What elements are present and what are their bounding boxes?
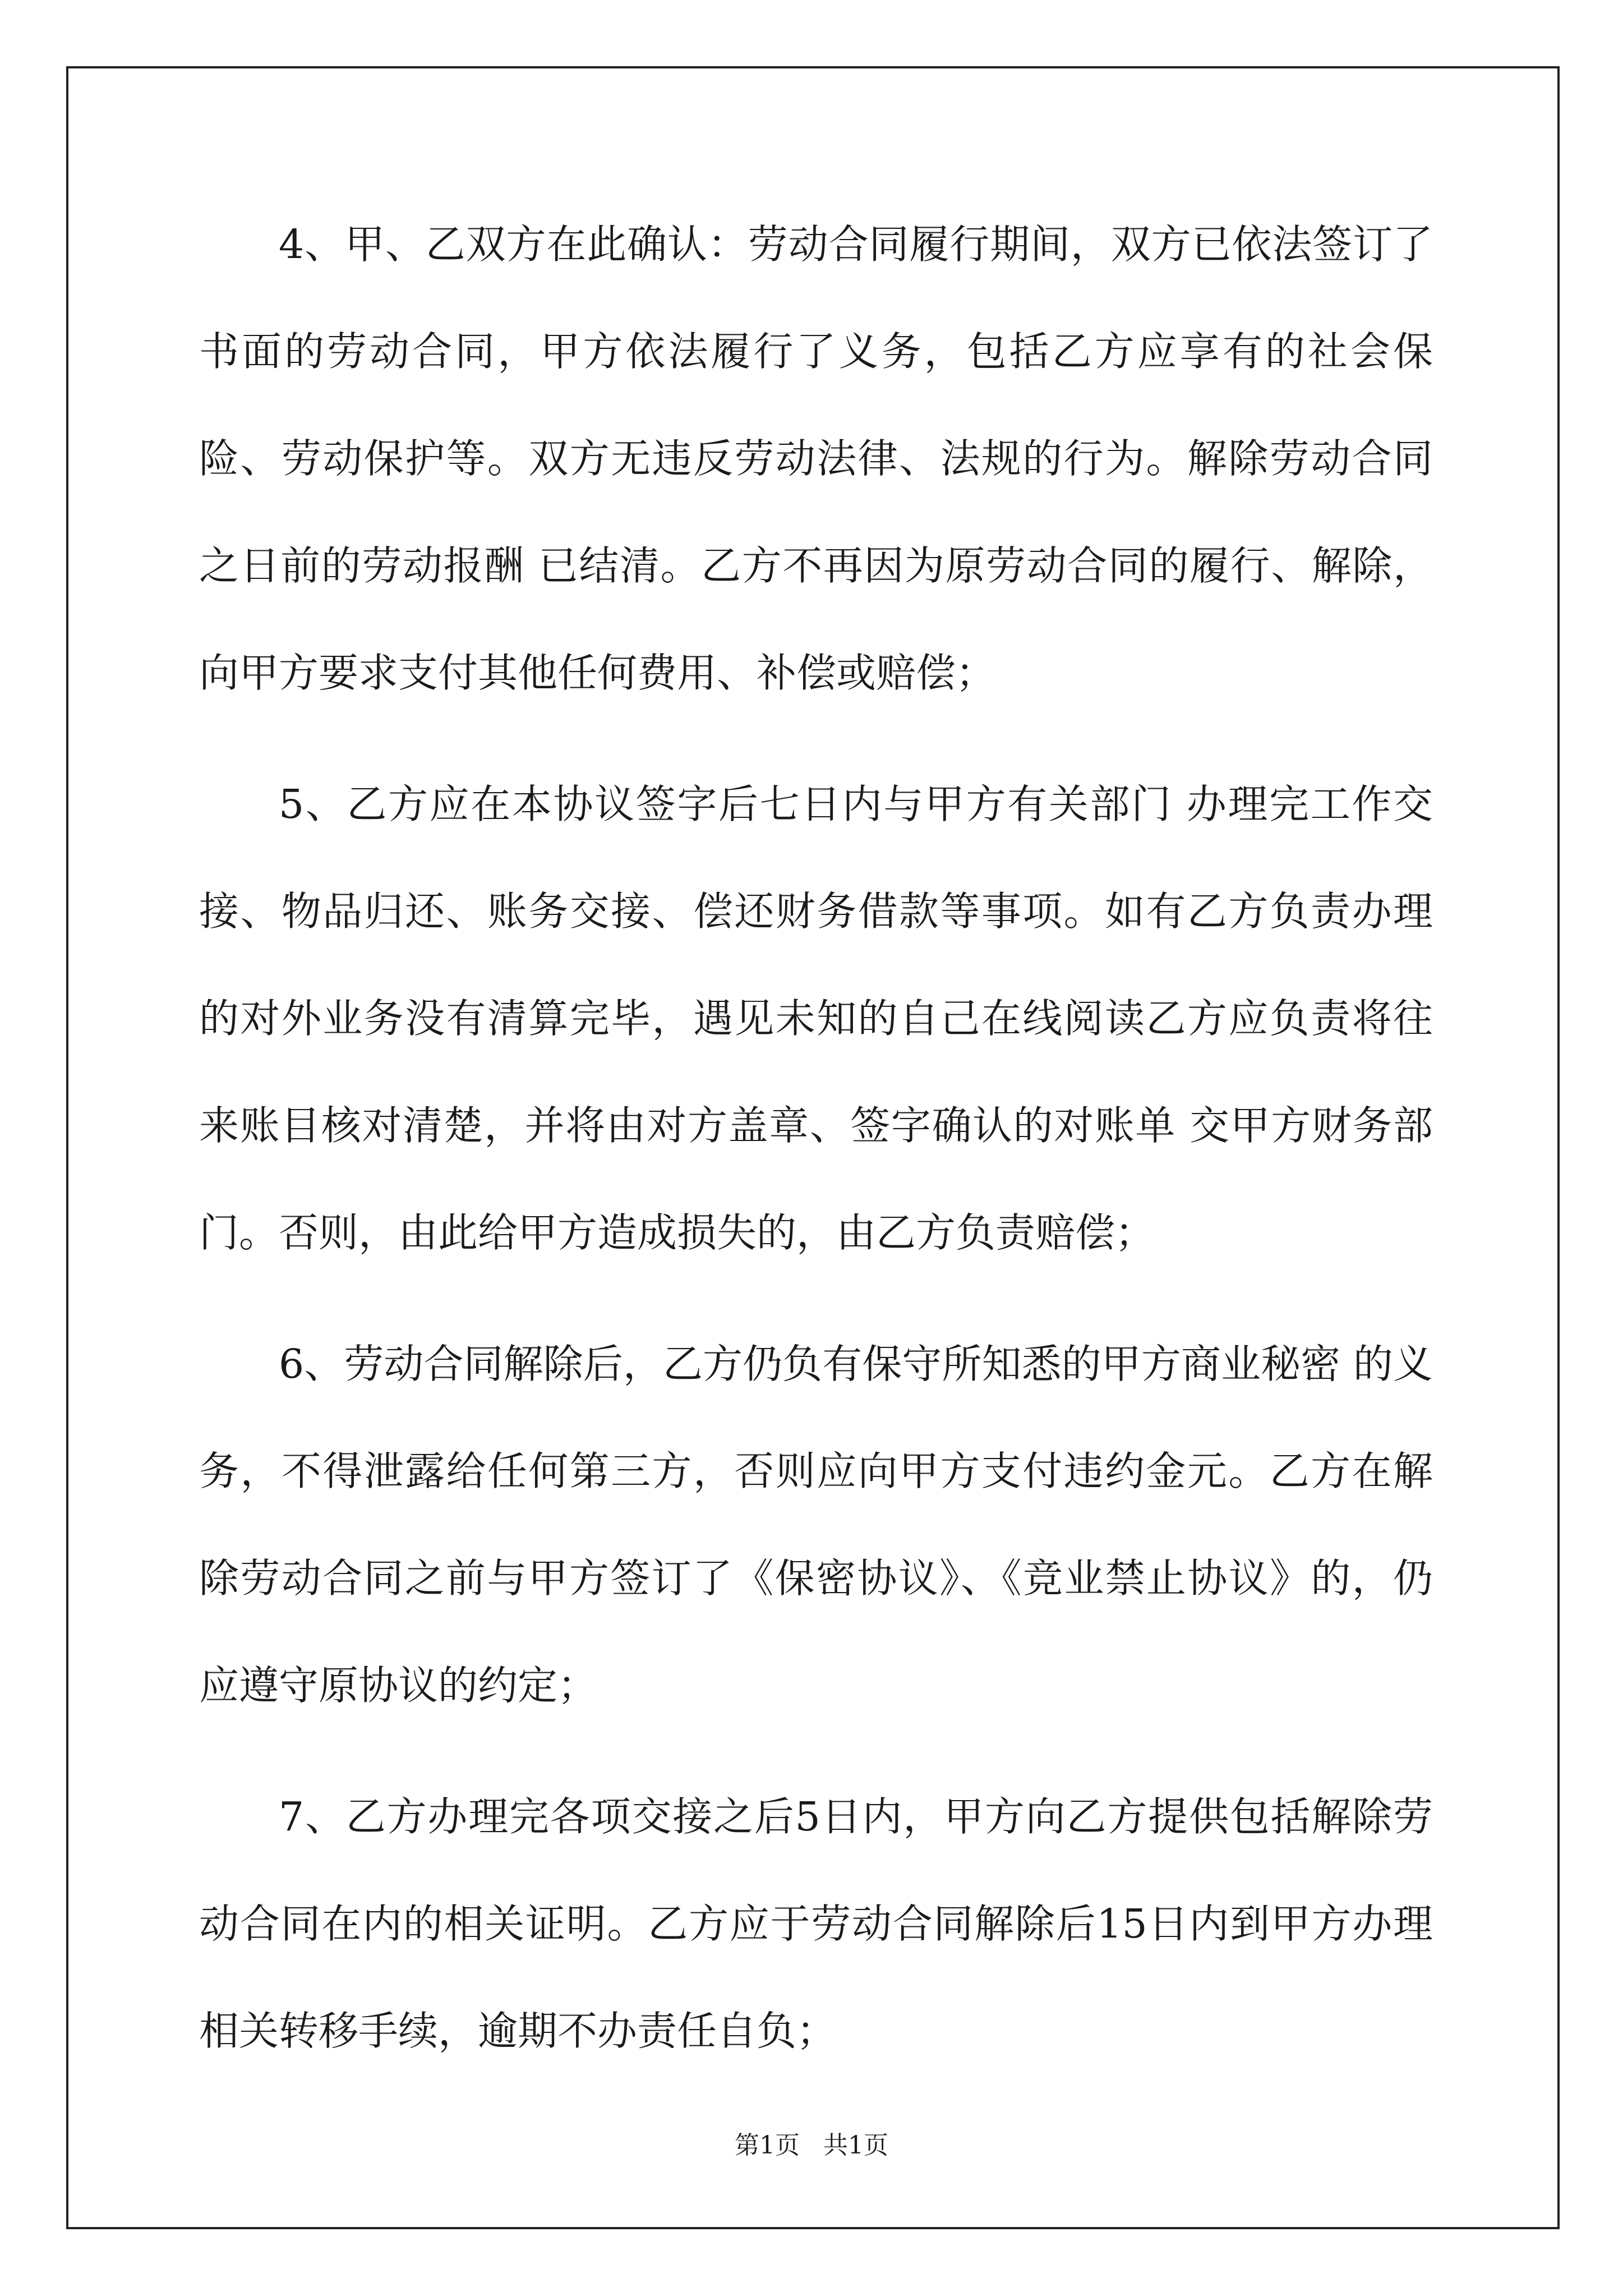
paragraph-4: 4、甲、乙双方在此确认：劳动合同履行期间，双方已依法签订了书面的劳动合同，甲方依法履行了义务，包括乙方应享有的社会保险、劳动保护等。双方无违反劳动法律、法规的行为。解除劳动合同之日前的劳动报酬 已结清。乙方不再因为原劳动合同的履行、解除，向甲方要求支付其他任何费用、补偿或赔偿； xyxy=(199,221,1433,696)
paragraph-7: 7、乙方办理完各项交接之后5日内，甲方向乙方提供包括解除劳动合同在内的相关证明。乙方应于劳动合同解除后15日内到甲方办理相关转移手续，逾期不办责任自负； xyxy=(199,1793,1433,2054)
paragraph-5: 5、乙方应在本协议签字后七日内与甲方有关部门 办理完工作交接、物品归还、账务交接、偿还财务借款等事项。如有乙方负责办理的对外业务没有清算完毕，遇见未知的自己在线阅读乙方应负责将往来账目核对清楚，并将由对方盖章、签字确认的对账单 交甲方财务部门。否则，由此给甲方造成损失的，由乙方负责赔偿； xyxy=(199,781,1433,1256)
paragraph-6: 6、劳动合同解除后，乙方仍负有保守所知悉的甲方商业秘密 的义务，不得泄露给任何第三方，否则应向甲方支付违约金元。乙方在解除劳动合同之前与甲方签订了《保密协议》、《竞业禁止协议》的，仍应遵守原协议的约定； xyxy=(199,1341,1433,1709)
document-body xyxy=(199,191,1433,2085)
page-footer: 第1页 共1页 xyxy=(735,2131,888,2160)
